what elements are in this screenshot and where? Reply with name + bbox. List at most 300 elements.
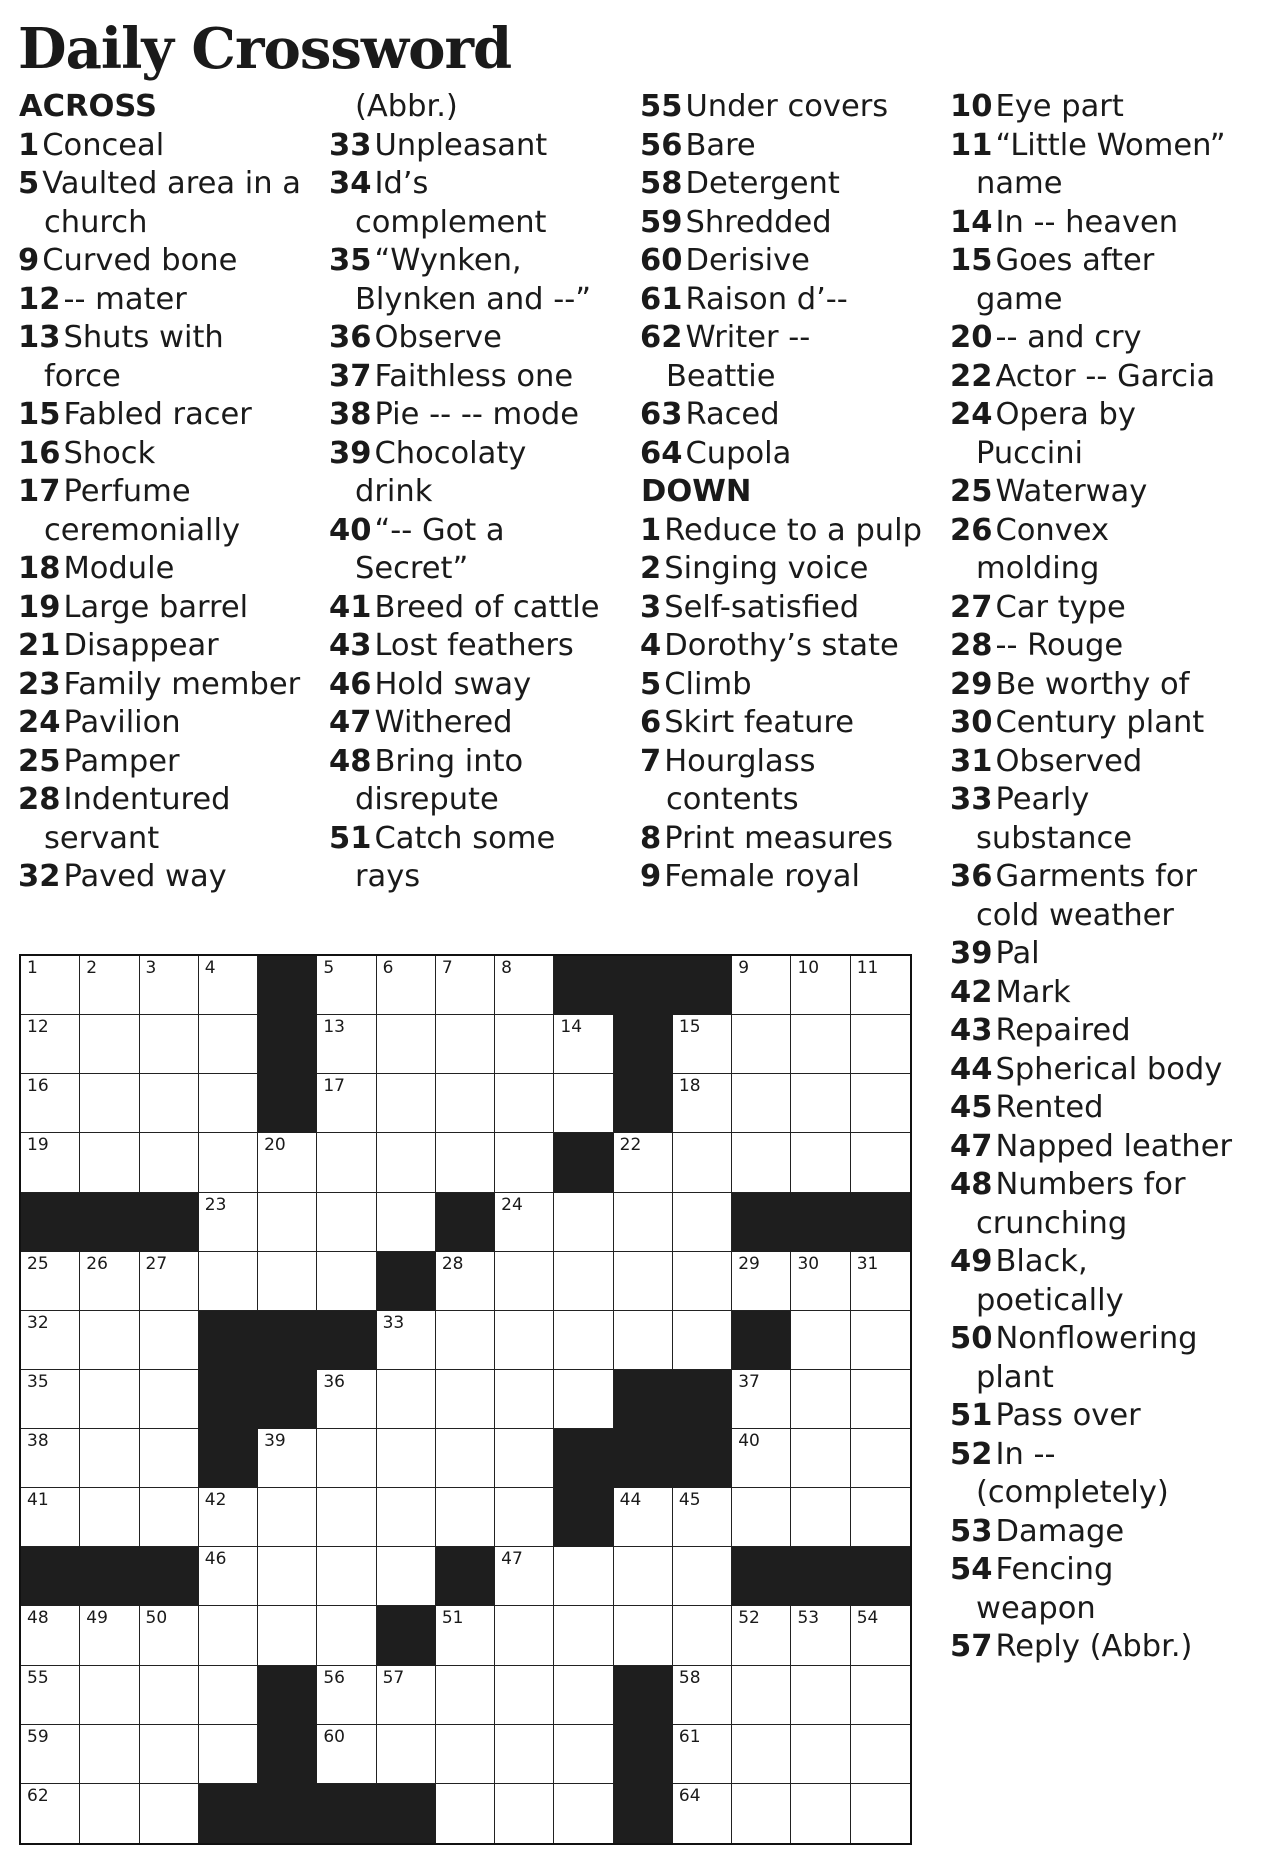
grid-cell[interactable] xyxy=(554,1547,613,1606)
grid-cell[interactable] xyxy=(377,1370,436,1429)
grid-cell[interactable] xyxy=(317,1488,376,1547)
clue xyxy=(329,743,629,782)
clue-number: 28 xyxy=(950,628,993,663)
grid-cell[interactable] xyxy=(554,1015,613,1074)
clue xyxy=(329,704,629,743)
grid-cell[interactable] xyxy=(199,1488,258,1547)
clue-text: Raced xyxy=(685,397,780,432)
grid-cell[interactable] xyxy=(377,1133,436,1192)
grid-cell[interactable] xyxy=(614,1488,673,1547)
black-square xyxy=(851,1193,910,1252)
grid-cell[interactable] xyxy=(436,1429,495,1488)
clue-number: 43 xyxy=(329,628,372,663)
grid-cell[interactable] xyxy=(851,1133,910,1192)
clue-text: Shredded xyxy=(685,204,832,240)
grid-cell[interactable] xyxy=(791,956,850,1015)
grid-cell[interactable] xyxy=(495,1015,554,1074)
grid-cell[interactable] xyxy=(851,1370,910,1429)
grid-cell[interactable] xyxy=(732,1252,791,1311)
black-square xyxy=(258,1311,317,1370)
black-square xyxy=(554,1488,613,1547)
clue-number: 64 xyxy=(640,435,683,471)
grid-cell[interactable] xyxy=(317,1606,376,1665)
grid-cell[interactable] xyxy=(80,1311,139,1370)
clue-text-continued: Blynken and --” xyxy=(355,281,592,317)
grid-cell[interactable] xyxy=(80,1666,139,1725)
clue-number: 26 xyxy=(950,512,993,548)
black-square xyxy=(732,1193,791,1252)
grid-cell[interactable] xyxy=(140,1311,199,1370)
grid-cell[interactable] xyxy=(673,1547,732,1606)
clue-number: 35 xyxy=(329,243,372,278)
clue-number: 40 xyxy=(329,512,372,548)
grid-cell[interactable] xyxy=(140,1488,199,1547)
grid-cell[interactable] xyxy=(21,1133,80,1192)
clue xyxy=(18,627,318,666)
grid-cell[interactable] xyxy=(199,1252,258,1311)
clue-text: Goes after xyxy=(995,243,1155,278)
grid-cell[interactable] xyxy=(673,1252,732,1311)
grid-cell[interactable] xyxy=(495,1606,554,1665)
grid-cell[interactable] xyxy=(140,1133,199,1192)
grid-cell[interactable] xyxy=(377,1074,436,1133)
grid-cell[interactable] xyxy=(495,1133,554,1192)
grid-cell[interactable] xyxy=(21,1488,80,1547)
clue-number: 10 xyxy=(950,89,993,124)
grid-cell[interactable] xyxy=(21,1074,80,1133)
grid-cell[interactable] xyxy=(554,1193,613,1252)
grid-cell[interactable] xyxy=(791,1015,850,1074)
clue-number: 57 xyxy=(950,1629,993,1664)
grid-cell[interactable] xyxy=(80,956,139,1015)
clue-text: Rented xyxy=(995,1090,1104,1125)
clue-number: 15 xyxy=(950,243,993,278)
grid-cell[interactable] xyxy=(140,1074,199,1133)
clue xyxy=(640,242,940,281)
grid-cell[interactable] xyxy=(199,1725,258,1784)
grid-cell[interactable] xyxy=(732,1074,791,1133)
clue-text: Skirt feature xyxy=(664,705,855,740)
grid-cell[interactable] xyxy=(258,1547,317,1606)
black-square xyxy=(140,1547,199,1606)
clue-text: Reduce to a pulp xyxy=(664,512,922,548)
clue-number: 39 xyxy=(329,435,372,471)
clue-number: 4 xyxy=(640,628,662,663)
grid-cell[interactable] xyxy=(436,1488,495,1547)
grid-cell[interactable] xyxy=(791,1074,850,1133)
clue xyxy=(950,1320,1250,1359)
grid-cell[interactable] xyxy=(495,1725,554,1784)
grid-cell[interactable] xyxy=(554,1725,613,1784)
grid-cell[interactable] xyxy=(732,1606,791,1665)
grid-cell[interactable] xyxy=(199,956,258,1015)
clue xyxy=(329,589,629,628)
grid-cell[interactable] xyxy=(614,1311,673,1370)
grid-cell[interactable] xyxy=(436,1370,495,1429)
clue xyxy=(950,204,1250,243)
clue-number: 42 xyxy=(950,974,993,1010)
grid-cell[interactable] xyxy=(80,1784,139,1843)
clue-number: 51 xyxy=(329,820,372,856)
grid-cell[interactable] xyxy=(495,1311,554,1370)
grid-cell[interactable] xyxy=(140,1725,199,1784)
grid-cell[interactable] xyxy=(377,1193,436,1252)
grid-cell[interactable] xyxy=(554,1666,613,1725)
grid-cell[interactable] xyxy=(317,1725,376,1784)
cell-number: 22 xyxy=(619,1135,642,1156)
clue xyxy=(329,242,629,281)
cell-number: 28 xyxy=(441,1253,464,1274)
clue-text: Id’s xyxy=(374,166,429,201)
clue-text: Shock xyxy=(63,435,156,471)
clue-text: Pie -- -- mode xyxy=(374,397,580,432)
grid-cell[interactable] xyxy=(258,1429,317,1488)
clue-text: Derisive xyxy=(685,243,810,278)
grid-cell[interactable] xyxy=(21,1784,80,1843)
black-square xyxy=(791,1547,850,1606)
black-square xyxy=(436,1547,495,1606)
clue-number: 58 xyxy=(640,166,683,201)
clue-text: Napped leather xyxy=(995,1128,1233,1164)
clue-number: 43 xyxy=(950,1013,993,1048)
black-square xyxy=(140,1193,199,1252)
clue-text: Pass over xyxy=(995,1398,1141,1433)
grid-cell[interactable] xyxy=(673,1666,732,1725)
clue-number: 16 xyxy=(18,435,61,471)
grid-cell[interactable] xyxy=(258,1252,317,1311)
clue-text: Unpleasant xyxy=(374,127,548,163)
cell-number: 7 xyxy=(441,958,453,978)
grid-cell[interactable] xyxy=(80,1015,139,1074)
grid-cell[interactable] xyxy=(851,1015,910,1074)
grid-cell[interactable] xyxy=(554,1074,613,1133)
grid-cell[interactable] xyxy=(495,1666,554,1725)
clue xyxy=(640,396,940,435)
clue xyxy=(950,127,1250,166)
grid-cell[interactable] xyxy=(199,1193,258,1252)
grid-cell[interactable] xyxy=(21,1311,80,1370)
grid-cell[interactable] xyxy=(791,1606,850,1665)
grid-cell[interactable] xyxy=(377,956,436,1015)
grid-cell[interactable] xyxy=(673,1488,732,1547)
grid-cell[interactable] xyxy=(436,1133,495,1192)
clue-number: 63 xyxy=(640,397,683,432)
grid-cell[interactable] xyxy=(791,1784,850,1843)
clue-number: 32 xyxy=(18,859,61,894)
cell-number: 50 xyxy=(145,1608,168,1629)
grid-cell[interactable] xyxy=(791,1488,850,1547)
grid-cell[interactable] xyxy=(80,1725,139,1784)
grid-cell[interactable] xyxy=(317,1666,376,1725)
black-square xyxy=(851,1547,910,1606)
grid-cell[interactable] xyxy=(791,1133,850,1192)
grid-cell[interactable] xyxy=(495,1252,554,1311)
cell-number: 58 xyxy=(678,1667,701,1688)
grid-cell[interactable] xyxy=(791,1370,850,1429)
grid-cell[interactable] xyxy=(80,1429,139,1488)
clue-text: -- mater xyxy=(63,281,187,317)
clue-text: -- Rouge xyxy=(995,628,1124,663)
grid-cell[interactable] xyxy=(80,1370,139,1429)
grid-cell[interactable] xyxy=(791,1429,850,1488)
clue xyxy=(950,1089,1250,1128)
grid-cell[interactable] xyxy=(554,1370,613,1429)
grid-cell[interactable] xyxy=(436,1606,495,1665)
grid-cell[interactable] xyxy=(377,1547,436,1606)
clue xyxy=(18,127,318,166)
grid-cell[interactable] xyxy=(80,1133,139,1192)
grid-cell[interactable] xyxy=(258,1606,317,1665)
grid-cell[interactable] xyxy=(554,1311,613,1370)
clue-text-continued: crunching xyxy=(976,1205,1128,1241)
grid-cell[interactable] xyxy=(199,1074,258,1133)
grid-cell[interactable] xyxy=(317,1015,376,1074)
clue xyxy=(950,1397,1250,1436)
clue-text-continued: (Abbr.) xyxy=(355,89,458,124)
grid-cell[interactable] xyxy=(199,1015,258,1074)
black-square xyxy=(614,1784,673,1843)
grid-cell[interactable] xyxy=(317,1370,376,1429)
clue-number: 29 xyxy=(950,666,993,702)
cell-number: 38 xyxy=(27,1431,49,1451)
grid-cell[interactable] xyxy=(140,1784,199,1843)
cell-number: 48 xyxy=(27,1608,49,1629)
cell-number: 60 xyxy=(323,1726,345,1747)
grid-cell[interactable] xyxy=(791,1725,850,1784)
clue xyxy=(18,781,318,820)
cell-number: 4 xyxy=(204,958,216,978)
grid-cell[interactable] xyxy=(614,1606,673,1665)
grid-cell[interactable] xyxy=(851,1074,910,1133)
grid-cell[interactable] xyxy=(140,1252,199,1311)
clue-text: Bring into xyxy=(374,743,524,779)
grid-cell[interactable] xyxy=(495,1488,554,1547)
grid-cell[interactable] xyxy=(317,1547,376,1606)
clue-number: 34 xyxy=(329,166,372,201)
grid-cell[interactable] xyxy=(317,1429,376,1488)
grid-cell[interactable] xyxy=(732,1370,791,1429)
grid-cell[interactable] xyxy=(732,1429,791,1488)
grid-cell[interactable] xyxy=(80,1488,139,1547)
grid-cell[interactable] xyxy=(436,1666,495,1725)
grid-cell[interactable] xyxy=(140,1666,199,1725)
black-square xyxy=(732,1547,791,1606)
clue-number: 56 xyxy=(640,127,683,163)
clue xyxy=(329,396,629,435)
grid-cell[interactable] xyxy=(673,1133,732,1192)
grid-cell[interactable] xyxy=(436,1311,495,1370)
grid-cell[interactable] xyxy=(436,1725,495,1784)
grid-cell[interactable] xyxy=(317,1074,376,1133)
grid-cell[interactable] xyxy=(21,1666,80,1725)
grid-cell[interactable] xyxy=(258,1193,317,1252)
grid-cell[interactable] xyxy=(791,1252,850,1311)
grid-cell[interactable] xyxy=(80,1606,139,1665)
clue-text: Module xyxy=(63,551,175,586)
clue-number: 24 xyxy=(950,397,993,432)
black-square xyxy=(614,1666,673,1725)
grid-cell[interactable] xyxy=(199,1666,258,1725)
grid-cell[interactable] xyxy=(80,1252,139,1311)
clue-text-continued: substance xyxy=(976,820,1132,856)
grid-cell[interactable] xyxy=(377,1429,436,1488)
cell-number: 64 xyxy=(678,1785,701,1806)
grid-cell[interactable] xyxy=(80,1074,139,1133)
cell-number: 56 xyxy=(323,1667,345,1688)
grid-cell[interactable] xyxy=(851,1488,910,1547)
clue-text: Dorothy’s state xyxy=(664,628,899,663)
clue-text: Lost feathers xyxy=(374,628,574,663)
grid-cell[interactable] xyxy=(377,1015,436,1074)
grid-cell[interactable] xyxy=(317,1252,376,1311)
clue-number: 38 xyxy=(329,397,372,432)
grid-cell[interactable] xyxy=(732,1784,791,1843)
cell-number: 11 xyxy=(856,958,879,978)
grid-cell[interactable] xyxy=(732,1666,791,1725)
clue xyxy=(329,666,629,705)
clue xyxy=(18,473,318,512)
grid-cell[interactable] xyxy=(851,1252,910,1311)
grid-cell[interactable] xyxy=(140,1370,199,1429)
clue xyxy=(950,627,1250,666)
clue-text-continued: Secret” xyxy=(355,551,469,586)
grid-cell[interactable] xyxy=(554,1606,613,1665)
grid-cell[interactable] xyxy=(673,1784,732,1843)
clue-text-continued: disrepute xyxy=(355,782,499,817)
grid-cell[interactable] xyxy=(377,1725,436,1784)
grid-cell[interactable] xyxy=(21,1606,80,1665)
black-square xyxy=(673,1429,732,1488)
grid-cell[interactable] xyxy=(199,1547,258,1606)
clue-text: Pearly xyxy=(995,782,1090,817)
clue xyxy=(640,165,940,204)
grid-cell[interactable] xyxy=(436,1074,495,1133)
grid-cell[interactable] xyxy=(140,956,199,1015)
grid-cell[interactable] xyxy=(851,1429,910,1488)
grid-cell[interactable] xyxy=(495,1074,554,1133)
grid-cell[interactable] xyxy=(258,1488,317,1547)
clue xyxy=(950,1513,1250,1552)
clue xyxy=(640,127,940,166)
cell-number: 6 xyxy=(382,958,394,978)
grid-cell[interactable] xyxy=(21,1015,80,1074)
clue-text: Bare xyxy=(685,127,756,163)
clue-text: Female royal xyxy=(664,859,860,894)
grid-cell[interactable] xyxy=(199,1133,258,1192)
grid-cell[interactable] xyxy=(140,1015,199,1074)
grid-cell[interactable] xyxy=(317,956,376,1015)
grid-cell[interactable] xyxy=(554,1252,613,1311)
grid-cell[interactable] xyxy=(140,1429,199,1488)
grid-cell[interactable] xyxy=(614,1193,673,1252)
black-square xyxy=(317,1311,376,1370)
grid-cell[interactable] xyxy=(495,1370,554,1429)
cell-number: 31 xyxy=(856,1253,879,1274)
grid-cell[interactable] xyxy=(436,956,495,1015)
cell-number: 61 xyxy=(678,1726,701,1747)
grid-cell[interactable] xyxy=(673,1725,732,1784)
clue-number: 8 xyxy=(640,820,662,856)
clue-number: 1 xyxy=(640,512,662,548)
grid-cell[interactable] xyxy=(614,1547,673,1606)
clue-text-continued: plant xyxy=(976,1359,1054,1395)
grid-cell[interactable] xyxy=(673,1015,732,1074)
grid-cell[interactable] xyxy=(21,1252,80,1311)
grid-cell[interactable] xyxy=(732,1725,791,1784)
clue-text-continued: church xyxy=(44,204,148,240)
grid-cell[interactable] xyxy=(21,1429,80,1488)
grid-cell[interactable] xyxy=(673,1311,732,1370)
cell-number: 14 xyxy=(560,1017,583,1038)
clue-text: Withered xyxy=(374,705,513,740)
grid-cell[interactable] xyxy=(732,1015,791,1074)
grid-cell[interactable] xyxy=(436,1784,495,1843)
clue-text: Car type xyxy=(995,589,1126,625)
clue-text: Indentured xyxy=(63,782,231,817)
grid-cell[interactable] xyxy=(732,956,791,1015)
clues-column-3 xyxy=(640,88,940,897)
clue-text: Convex xyxy=(995,512,1110,548)
grid-cell[interactable] xyxy=(495,1547,554,1606)
grid-cell[interactable] xyxy=(140,1606,199,1665)
grid-cell[interactable] xyxy=(436,1015,495,1074)
grid-cell[interactable] xyxy=(199,1606,258,1665)
grid-cell[interactable] xyxy=(732,1133,791,1192)
grid-cell[interactable] xyxy=(377,1311,436,1370)
grid-cell[interactable] xyxy=(495,1784,554,1843)
clue-text-continued: Puccini xyxy=(976,435,1084,471)
grid-cell[interactable] xyxy=(614,1133,673,1192)
grid-cell[interactable] xyxy=(791,1666,850,1725)
grid-cell[interactable] xyxy=(851,1666,910,1725)
clue-text-continued: weapon xyxy=(976,1590,1096,1626)
grid-cell[interactable] xyxy=(258,1133,317,1192)
grid-cell[interactable] xyxy=(851,1311,910,1370)
cell-number: 17 xyxy=(323,1076,345,1097)
grid-cell[interactable] xyxy=(317,1133,376,1192)
clue-text: Faithless one xyxy=(374,358,574,394)
clue-text: In -- xyxy=(995,1436,1056,1472)
grid-cell[interactable] xyxy=(377,1666,436,1725)
grid-cell[interactable] xyxy=(21,1370,80,1429)
grid-cell[interactable] xyxy=(495,956,554,1015)
clue-number: 2 xyxy=(640,551,662,586)
black-square xyxy=(614,1074,673,1133)
grid-cell[interactable] xyxy=(673,1606,732,1665)
grid-cell[interactable] xyxy=(495,1193,554,1252)
grid-cell[interactable] xyxy=(377,1488,436,1547)
clue-number: 12 xyxy=(18,281,61,317)
cell-number: 2 xyxy=(86,958,98,978)
grid-cell[interactable] xyxy=(436,1252,495,1311)
grid-cell[interactable] xyxy=(851,1784,910,1843)
grid-cell[interactable] xyxy=(21,1725,80,1784)
grid-cell[interactable] xyxy=(791,1311,850,1370)
grid-cell[interactable] xyxy=(495,1429,554,1488)
grid-cell[interactable] xyxy=(851,1606,910,1665)
grid-cell[interactable] xyxy=(554,1784,613,1843)
black-square xyxy=(377,1252,436,1311)
grid-cell[interactable] xyxy=(673,1193,732,1252)
grid-cell[interactable] xyxy=(317,1193,376,1252)
grid-cell[interactable] xyxy=(851,956,910,1015)
clue-number: 23 xyxy=(18,666,61,702)
grid-cell[interactable] xyxy=(673,1074,732,1133)
grid-cell[interactable] xyxy=(21,956,80,1015)
grid-cell[interactable] xyxy=(851,1725,910,1784)
grid-cell[interactable] xyxy=(732,1488,791,1547)
grid-cell[interactable] xyxy=(614,1252,673,1311)
